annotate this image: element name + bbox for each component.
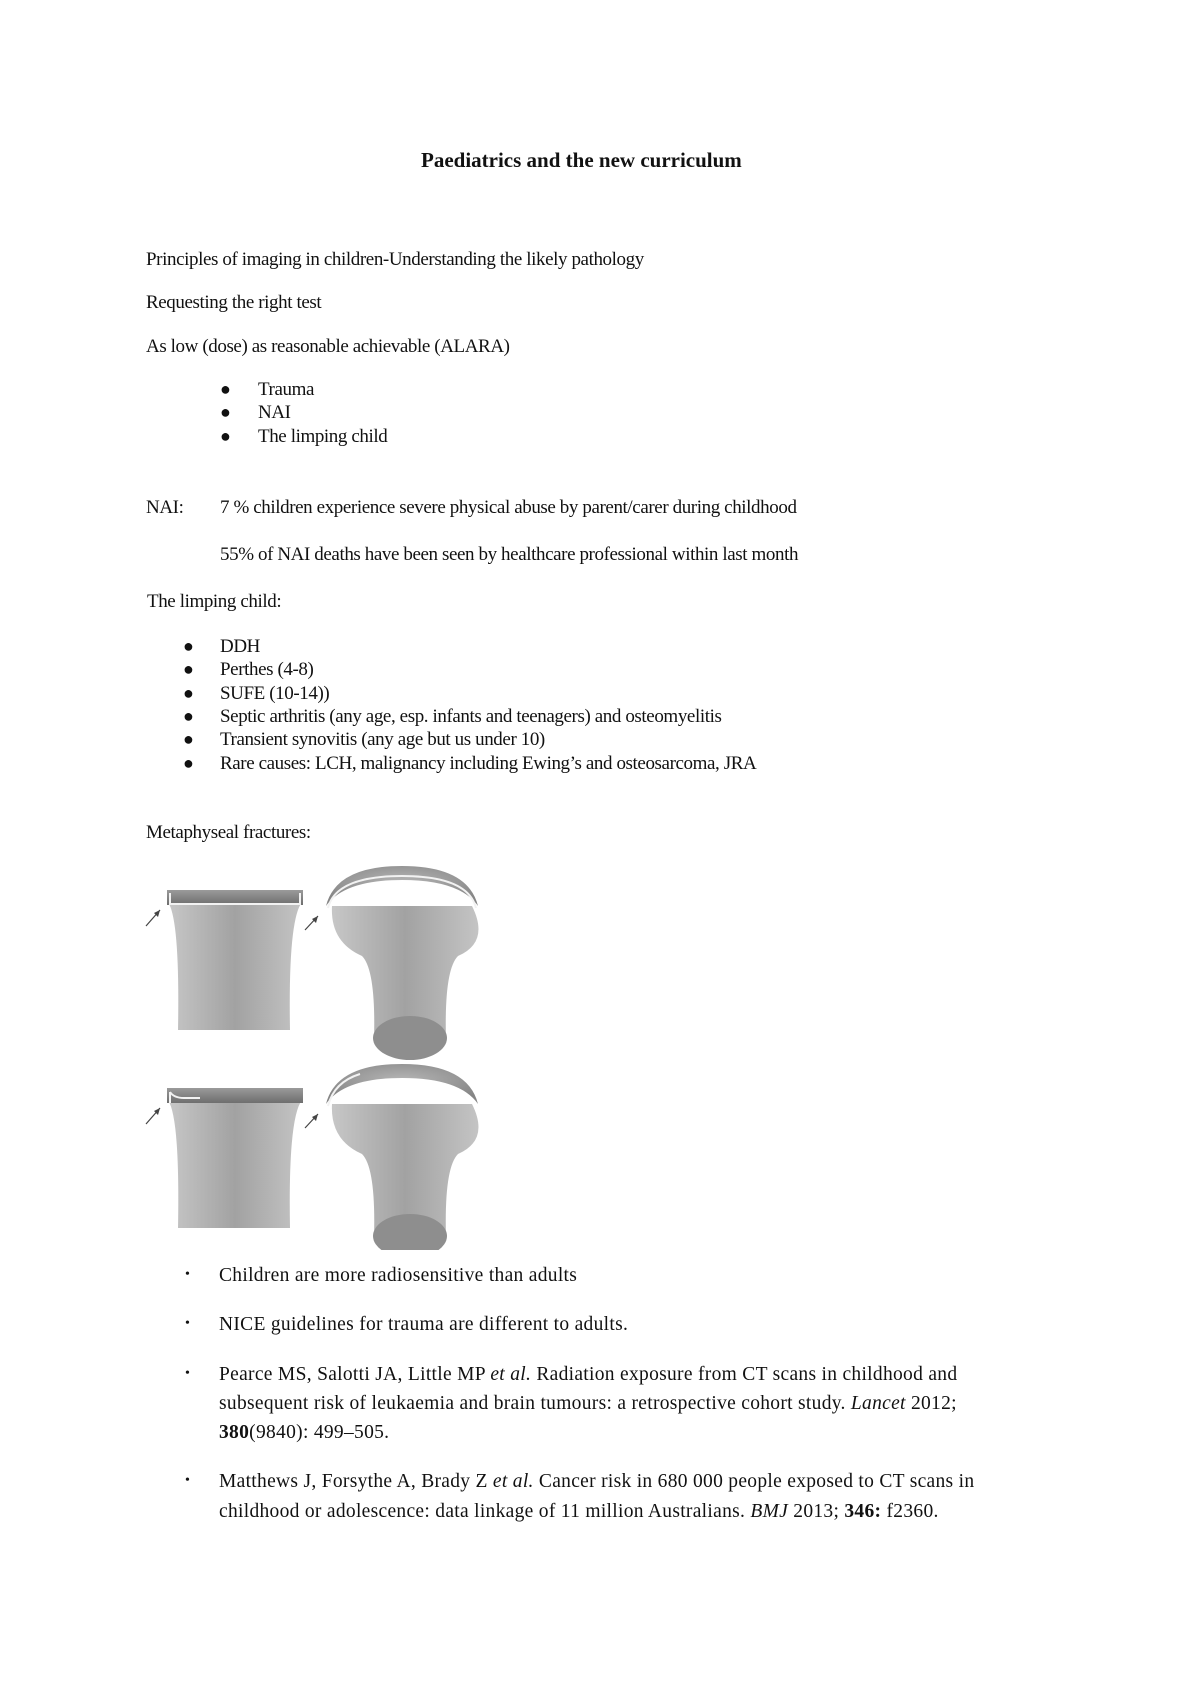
bullet-icon: ●	[183, 729, 194, 749]
list-item: Transient synovitis (any age but us under 10)	[220, 729, 545, 750]
page-title: Paediatrics and the new curriculum	[421, 148, 742, 172]
bullet-icon: ●	[183, 683, 194, 703]
fracture-diagram-3	[146, 1088, 303, 1228]
list-item: DDH	[220, 636, 260, 657]
nai-stat-1: 7 % children experience severe physical abuse by parent/carer during childhood	[220, 497, 797, 518]
bullet-icon: •	[185, 1316, 190, 1331]
ref-pages: f2360.	[881, 1501, 939, 1522]
list-item: NAI	[258, 402, 291, 423]
bullet-icon: ●	[183, 706, 194, 726]
metaphyseal-heading: Metaphyseal fractures:	[146, 822, 311, 843]
note-radiosensitive: Children are more radiosensitive than adults	[219, 1265, 578, 1286]
bullet-icon: ●	[183, 659, 194, 679]
note-nice-guidelines: NICE guidelines for trauma are different to adults.	[219, 1314, 629, 1335]
ref-volume: 346:	[844, 1501, 882, 1522]
list-item: Trauma	[258, 379, 315, 400]
reference-matthews-line-1	[219, 1472, 974, 1492]
ref-journal: BMJ	[750, 1501, 789, 1522]
nai-stat-2: 55% of NAI deaths have been seen by healthcare professional within last month	[220, 544, 799, 565]
ref-title-cont: subsequent risk of leukaemia and brain tumours: a retrospective cohort study.	[219, 1393, 851, 1414]
reference-pearce-line-2	[219, 1394, 957, 1414]
reference-matthews-line-2	[219, 1502, 939, 1522]
metaphyseal-fracture-figure	[140, 860, 480, 1250]
bullet-icon: ●	[220, 426, 231, 446]
ref-title: Radiation exposure from CT scans in childhood and	[531, 1364, 958, 1385]
bullet-icon: •	[185, 1366, 190, 1381]
ref-title-cont: childhood or adolescence: data linkage of 11 million Australians.	[219, 1501, 751, 1522]
list-item: Septic arthritis (any age, esp. infants and teenagers) and osteomyelitis	[220, 706, 722, 727]
list-item: Perthes (4-8)	[220, 659, 314, 680]
intro-line-3: As low (dose) as reasonable achievable (ALARA)	[146, 336, 510, 357]
bullet-icon: ●	[220, 379, 231, 399]
bullet-icon: ●	[183, 753, 194, 773]
ref-authors: Pearce MS, Salotti JA, Little MP	[219, 1364, 491, 1385]
ref-pages: (9840): 499–505.	[249, 1422, 390, 1443]
ref-title: Cancer risk in 680 000 people exposed to CT scans in	[533, 1471, 975, 1492]
ref-year: 2012;	[905, 1393, 957, 1414]
bullet-icon: ●	[220, 402, 231, 422]
list-item: SUFE (10-14))	[220, 683, 330, 704]
list-item: Rare causes: LCH, malignancy including Ewing’s and osteosarcoma, JRA	[220, 753, 757, 774]
ref-volume: 380	[219, 1422, 250, 1443]
ref-year: 2013;	[788, 1501, 845, 1522]
bullet-icon: ●	[183, 636, 194, 656]
fracture-diagram-4	[305, 1064, 478, 1250]
reference-pearce-line-3	[219, 1423, 389, 1443]
ref-authors: Matthews J, Forsythe A, Brady Z	[219, 1471, 493, 1492]
ref-etal: et al.	[490, 1364, 532, 1385]
intro-line-1: Principles of imaging in children-Understanding the likely pathology	[146, 249, 644, 270]
limping-heading: The limping child:	[147, 591, 282, 612]
intro-line-2: Requesting the right test	[146, 292, 322, 313]
ref-journal: Lancet	[850, 1393, 906, 1414]
fracture-diagram-2	[305, 866, 478, 1060]
bullet-icon: •	[185, 1473, 190, 1488]
ref-etal: et al.	[492, 1471, 534, 1492]
reference-pearce-line-1	[219, 1365, 957, 1385]
list-item: The limping child	[258, 426, 388, 447]
fracture-diagram-1	[146, 890, 303, 1030]
bullet-icon: •	[185, 1267, 190, 1282]
nai-label: NAI:	[146, 497, 184, 518]
